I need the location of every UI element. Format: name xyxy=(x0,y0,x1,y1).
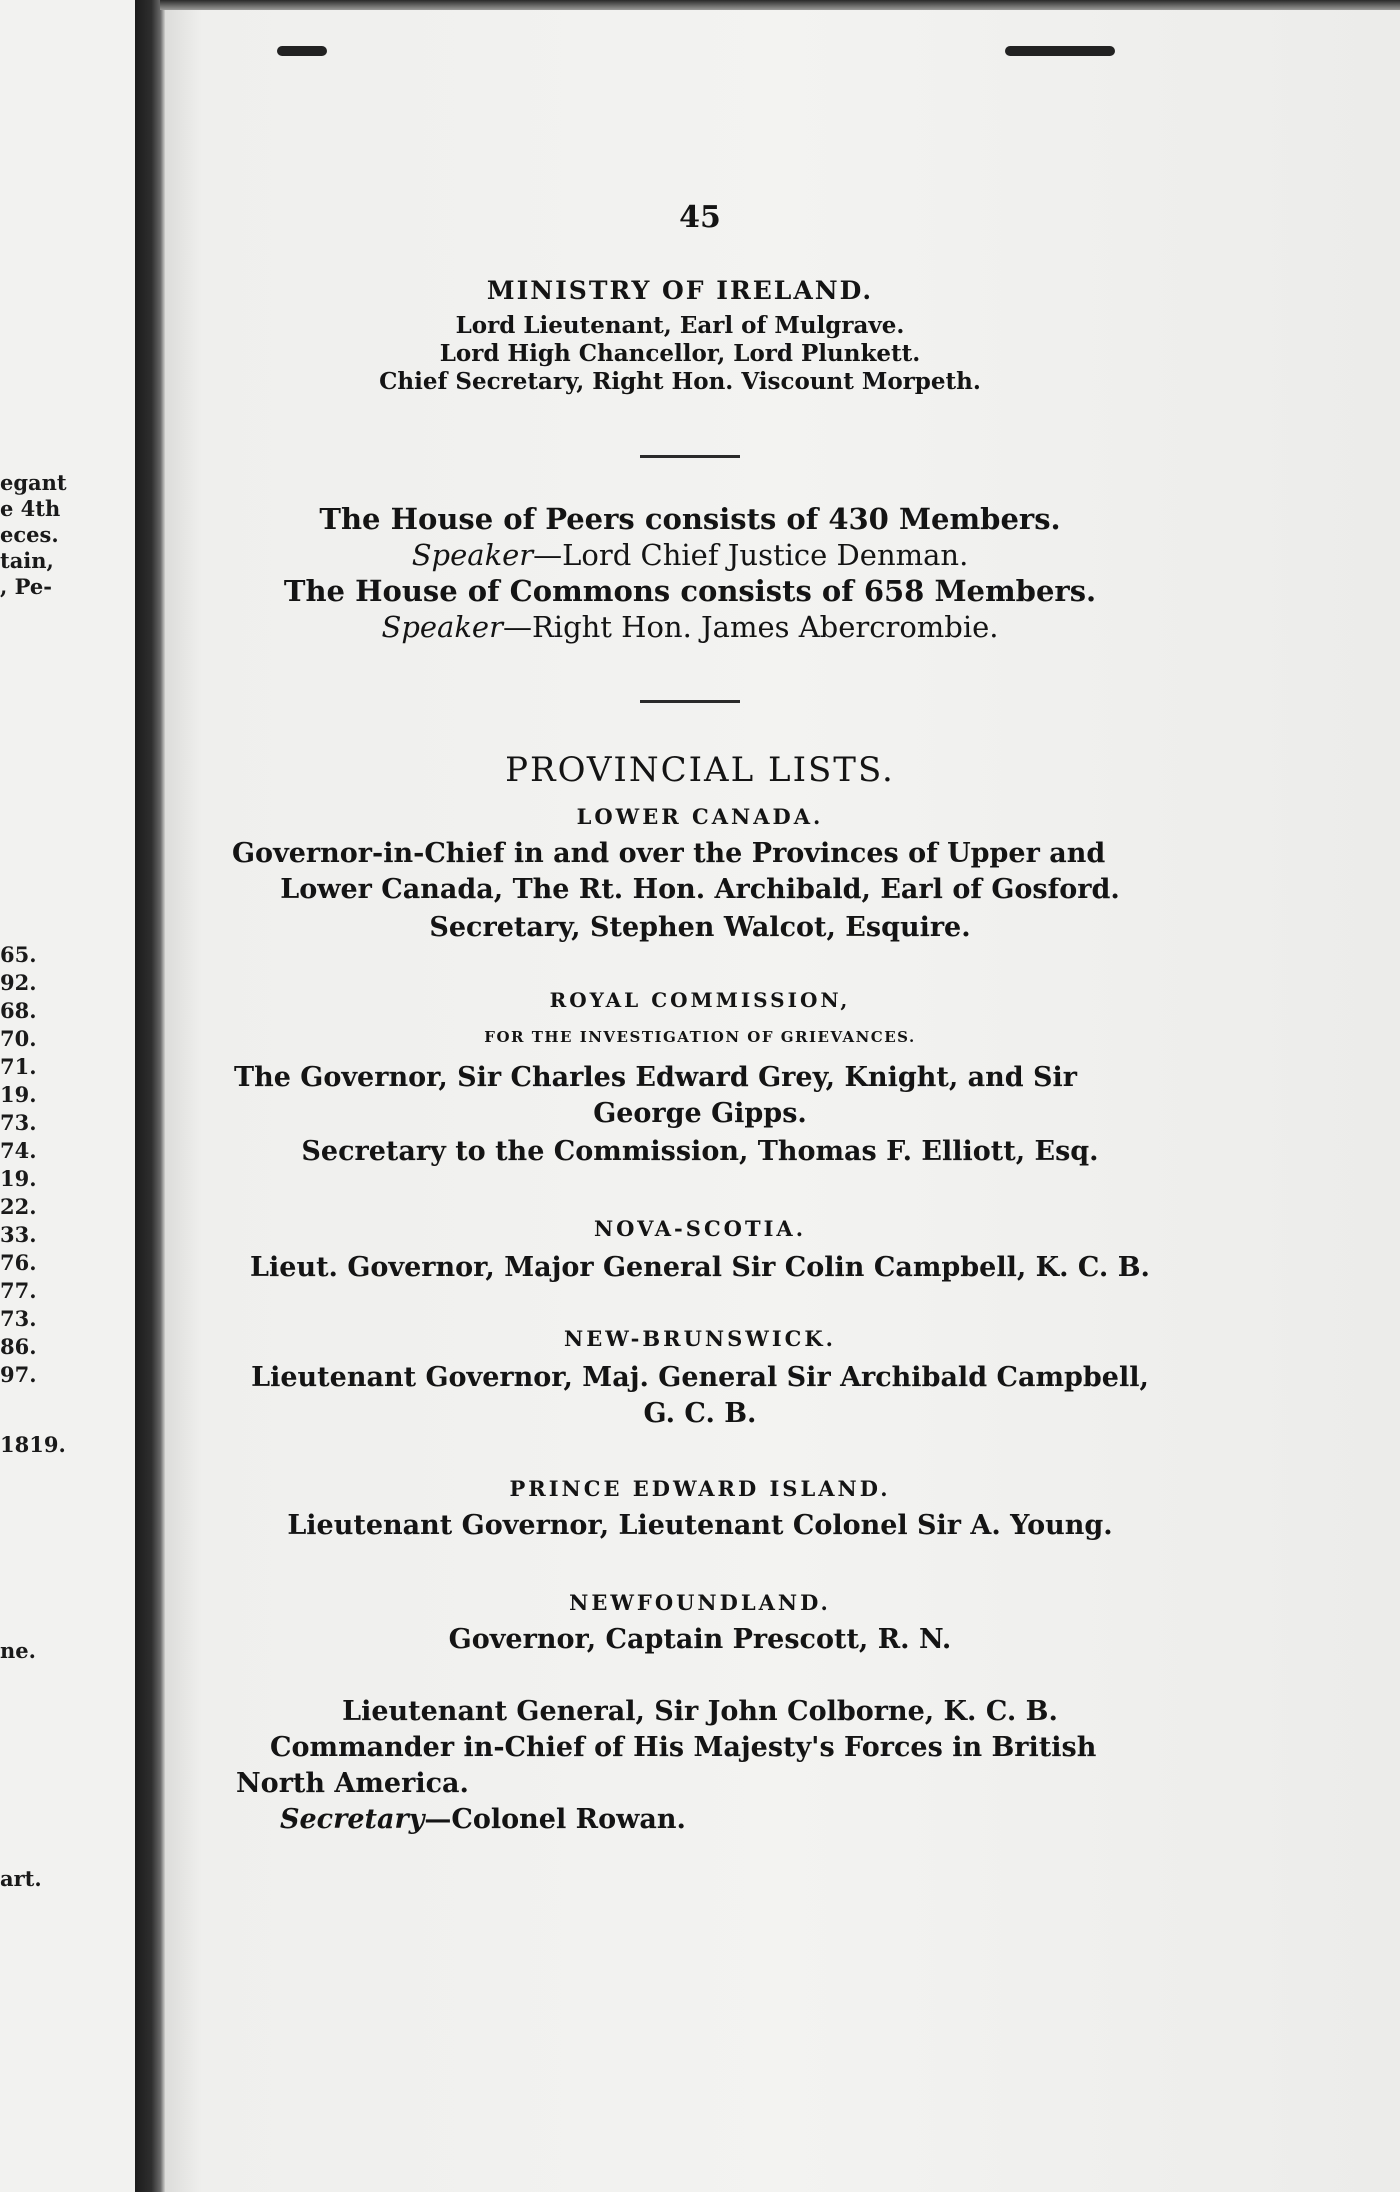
ireland-line: Chief Secretary, Right Hon. Viscount Morpeth. xyxy=(379,368,981,395)
adjacent-text: eces. xyxy=(0,522,59,547)
ireland-heading: MINISTRY OF IRELAND. xyxy=(486,276,874,305)
book-gutter xyxy=(135,0,165,2192)
adjacent-text: 73. xyxy=(0,1110,37,1135)
speaker-label: Speaker xyxy=(411,538,534,572)
house-of-peers: The House of Peers consists of 430 Members. xyxy=(319,502,1061,536)
speaker-name: —Right Hon. James Abercrombie. xyxy=(502,610,999,644)
adjacent-text: tain, xyxy=(0,548,54,573)
lower-canada-heading: LOWER CANADA. xyxy=(576,804,824,829)
page-top-edge xyxy=(160,0,1400,10)
adjacent-text: art. xyxy=(0,1866,42,1891)
adjacent-text: 1819. xyxy=(0,1432,66,1457)
adjacent-text: 86. xyxy=(0,1334,37,1359)
speaker-label: Speaker xyxy=(381,610,503,644)
page-number: 45 xyxy=(679,200,721,235)
commander-line: North America. xyxy=(236,1768,469,1799)
adjacent-text: 33. xyxy=(0,1222,37,1247)
new-brunswick-line: G. C. B. xyxy=(643,1398,757,1429)
adjacent-text: 19. xyxy=(0,1166,37,1191)
provincial-heading: PROVINCIAL LISTS. xyxy=(505,750,895,790)
adjacent-text: , Pe- xyxy=(0,574,52,599)
ireland-line: Lord Lieutenant, Earl of Mulgrave. xyxy=(455,312,905,339)
divider-rule xyxy=(640,455,740,458)
prince-edward-heading: PRINCE EDWARD ISLAND. xyxy=(509,1476,891,1501)
nova-scotia-heading: NOVA-SCOTIA. xyxy=(593,1216,807,1241)
prince-edward-line: Lieutenant Governor, Lieutenant Colonel Sir A. Young. xyxy=(287,1510,1113,1541)
top-ornament-right xyxy=(1005,46,1115,56)
adjacent-text: egant xyxy=(0,470,67,495)
adjacent-text: 19. xyxy=(0,1082,37,1107)
adjacent-text: 73. xyxy=(0,1306,37,1331)
house-of-commons: The House of Commons consists of 658 Members. xyxy=(283,574,1097,608)
top-ornament-left xyxy=(277,46,327,56)
peers-speaker xyxy=(260,538,1120,572)
royal-commission-line: Secretary to the Commission, Thomas F. Elliott, Esq. xyxy=(301,1136,1099,1167)
adjacent-text: 92. xyxy=(0,970,37,995)
commander-secretary xyxy=(280,1804,980,1835)
new-brunswick-heading: NEW-BRUNSWICK. xyxy=(564,1326,836,1351)
adjacent-text: 22. xyxy=(0,1194,37,1219)
adjacent-page xyxy=(0,0,135,2192)
commander-line: Commander in-Chief of His Majesty's Forces in British xyxy=(270,1732,1097,1763)
commons-speaker xyxy=(260,610,1120,644)
commander-line: Lieutenant General, Sir John Colborne, K. C. B. xyxy=(342,1696,1058,1727)
secretary-label: Secretary xyxy=(280,1804,425,1835)
lower-canada-line: Governor-in-Chief in and over the Provinces of Upper and xyxy=(232,838,1106,869)
lower-canada-line: Secretary, Stephen Walcot, Esquire. xyxy=(429,912,971,943)
adjacent-text: 68. xyxy=(0,998,37,1023)
speaker-name: —Lord Chief Justice Denman. xyxy=(533,538,969,572)
new-brunswick-line: Lieutenant Governor, Maj. General Sir Archibald Campbell, xyxy=(251,1362,1149,1393)
adjacent-text: 65. xyxy=(0,942,37,967)
newfoundland-heading: NEWFOUNDLAND. xyxy=(569,1590,831,1615)
newfoundland-line: Governor, Captain Prescott, R. N. xyxy=(448,1624,952,1655)
nova-scotia-line: Lieut. Governor, Major General Sir Colin Campbell, K. C. B. xyxy=(250,1252,1150,1283)
royal-commission-line: The Governor, Sir Charles Edward Grey, Knight, and Sir xyxy=(234,1062,1077,1093)
royal-commission-heading: ROYAL COMMISSION, xyxy=(549,988,851,1012)
adjacent-text: e 4th xyxy=(0,496,61,521)
adjacent-text: 70. xyxy=(0,1026,37,1051)
secretary-name: —Colonel Rowan. xyxy=(424,1804,686,1835)
adjacent-text: 77. xyxy=(0,1278,37,1303)
lower-canada-line: Lower Canada, The Rt. Hon. Archibald, Earl of Gosford. xyxy=(280,874,1120,905)
adjacent-text: ne. xyxy=(0,1638,36,1663)
adjacent-text: 97. xyxy=(0,1362,37,1387)
royal-commission-line: George Gipps. xyxy=(593,1098,807,1129)
divider-rule xyxy=(640,700,740,703)
ireland-line: Lord High Chancellor, Lord Plunkett. xyxy=(439,340,921,367)
royal-commission-subheading: FOR THE INVESTIGATION OF GRIEVANCES. xyxy=(484,1028,916,1046)
adjacent-text: 74. xyxy=(0,1138,37,1163)
adjacent-text: 76. xyxy=(0,1250,37,1275)
adjacent-text: 71. xyxy=(0,1054,37,1079)
